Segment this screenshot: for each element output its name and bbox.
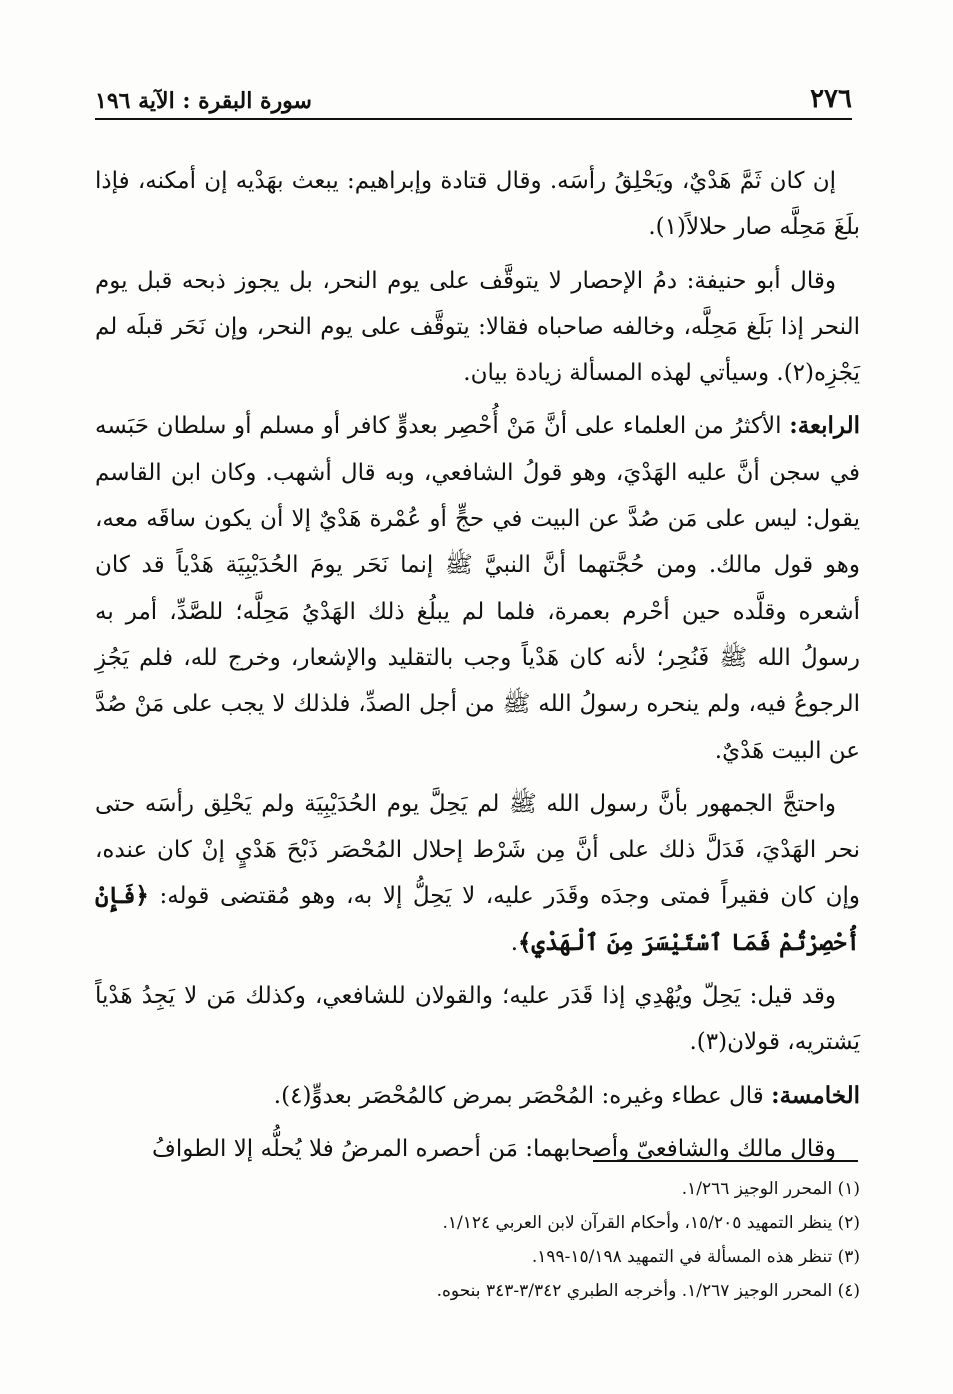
paragraph-text: واحتجَّ الجمهور بأنَّ رسول الله ﷺ لم يَحِلَّ يوم الحُدَيْبِيَة ولم يَحْلِق رأسَه حتى نحر الهَدْيَ، فَدَلَّ ذلك على أنَّ مِن شَرْط إحلال المُحْصَر ذَبْحَ هَدْيٍ إنْ كان عنده، وإن كان فقيراً فمتى وجدَه وقَدَر عليه، لا يَحِلُّ إلا به، وهو مُقتضى قوله: <box>95 790 860 910</box>
paragraph: وقال مالك والشافعيّ وأصحابهما: مَن أحصره المرضُ فلا يُحلُّه إلا الطوافُ <box>152 1135 836 1162</box>
section-label: الخامسة: <box>771 1081 860 1109</box>
quran-quote: ﴿فَإِنْ أُحْصِرْتُمْ فَمَا ٱسْتَيْسَرَ مِنَ ٱلْهَدْيِ﴾ <box>95 882 860 956</box>
page-header <box>95 80 852 120</box>
paragraph <box>95 403 860 773</box>
footnote: (٢) ينظر التمهيد ١٥/٢٠٥، وأحكام القرآن لابن العربي ١/١٢٤. <box>442 1213 860 1233</box>
footnote-divider <box>593 1160 858 1162</box>
paragraph-text: الأكثرُ من العلماء على أنَّ مَنْ أُحْصِر بعدوٍّ كافر أو مسلم أو سلطان حَبَسه في سجن أنَّ عليه الهَدْيَ، وهو قولُ الشافعي، وبه قال أشهب. وكان ابن القاسم يقول: ليس على مَن صُدَّ عن البيت في حجٍّ أو عُمْرة هَدْيٌ إلا أن يكون ساقَه معه، وهو قول مالك. ومن حُجَّتهما أنَّ النبيَّ ﷺ إنما نَحَر يومَ الحُدَيْبِيَة هَدْياً قد كان أشعره وقلَّده حين أحْرم بعمرة، فلما لم يبلُغ ذلك الهَدْيُ مَحِلَّه؛ للصَّدِّ، أمر به رسولُ الله ﷺ فَنُحِر؛ لأنه كان هَدْياً وجب بالتقليد والإشعار، وخرج لله، فلم يَجُزِ الرجوعُ فيه، ولم ينحره رسولُ الله ﷺ من أجل الصدِّ، فلذلك لا يجب على مَنْ صُدَّ عن البيت هَدْيٌ. <box>95 413 861 764</box>
footnotes <box>95 1172 860 1308</box>
running-title: سورة البقرة : الآية ١٩٦ <box>95 88 312 114</box>
footnote: (٤) المحرر الوجيز ١/٢٦٧. وأخرجه الطبري ٣/٣٤٢-٣٤٣ بنحوه. <box>436 1281 860 1301</box>
paragraph: إن كان ثَمَّ هَدْيٌ، ويَحْلِقُ رأسَه. وقال قتادة وإبراهيم: يبعث بهَدْيه إن أمكنه، فإذا بلَغَ مَحِلَّه صار حلالاً(١). <box>95 168 860 241</box>
paragraph-text: . <box>510 929 518 956</box>
paragraph <box>95 1073 860 1119</box>
footnote: (١) المحرر الوجيز ١/٢٦٦. <box>681 1179 860 1199</box>
paragraph: وقال أبو حنيفة: دمُ الإحصار لا يتوقَّف على يوم النحر، بل يجوز ذبحه قبل يوم النحر إذا بَلَغ مَحِلَّه، وخالفه صاحباه فقالا: يتوقَّف على يوم النحر، وإن نَحَر قبلَه لم يَجْزِه(٢). وسيأتي لهذه المسألة زيادة بيان. <box>95 267 860 387</box>
section-label: الرابعة: <box>789 412 860 440</box>
main-text <box>95 158 860 1179</box>
paragraph: وقد قيل: يَحِلّ ويُهْدِي إذا قَدَر عليه؛ والقولان للشافعي، وكذلك مَن لا يَجِدُ هَدْياً يَشتريه، قولان(٣). <box>95 983 860 1056</box>
paragraph-text: قال عطاء وغيره: المُحْصَر بمرض كالمُحْصَر بعدوٍّ(٤). <box>273 1082 772 1109</box>
footnote: (٣) تنظر هذه المسألة في التمهيد ١٥/١٩٨-١٩٩. <box>531 1247 860 1267</box>
page-number: ٢٧٦ <box>810 84 852 114</box>
paragraph <box>95 781 860 966</box>
